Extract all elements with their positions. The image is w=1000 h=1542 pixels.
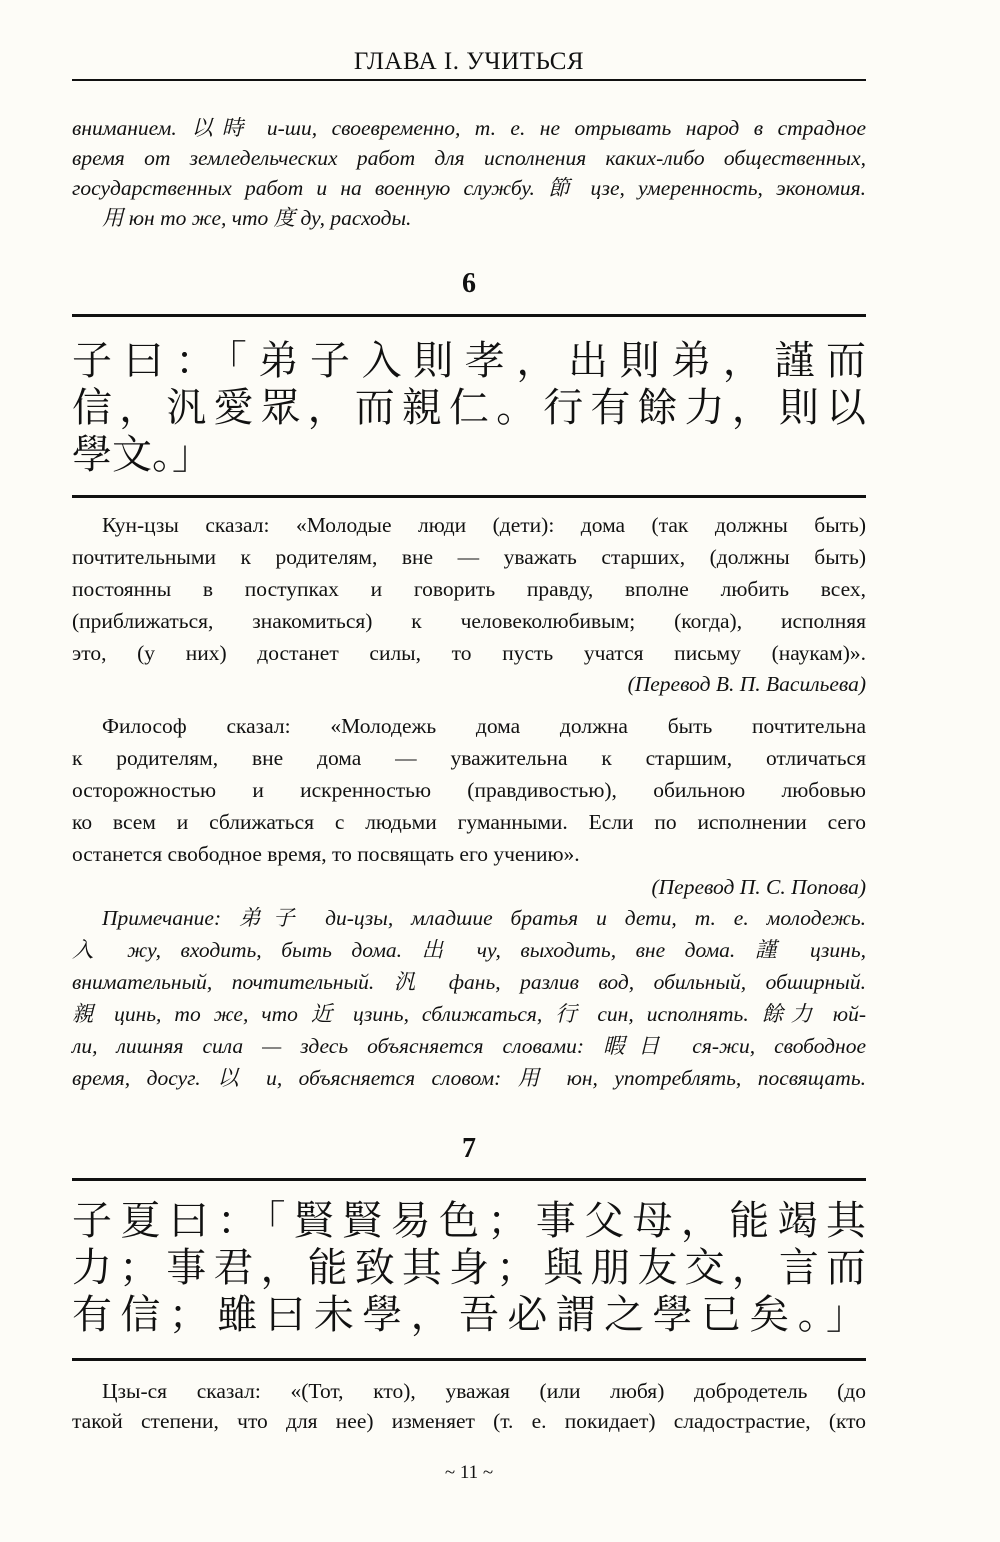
section-rule [72,495,866,498]
top-note [72,113,866,233]
note-line: 入 жу, входить, быть дома. 出 чу, выходить, вне дома. 謹 цзинь, [72,938,866,962]
text-line: Кун-цзы сказал: «Молодые люди (дети): дома (так должны быть) [102,513,866,537]
chinese-line: 子曰：「弟子入則孝，出則弟，謹而 [72,338,866,384]
section-number: 7 [462,1133,476,1164]
note-line: 親 цинь, то же, что 近 цзинь, сближаться, 行 син, исполнять. 餘力 юй- [72,1002,866,1026]
chinese-line: 信，汎愛眾，而親仁。行有餘力，則以 [72,385,866,431]
translation-vasiliev [72,509,866,699]
attribution: (Перевод В. П. Васильева) [627,672,866,696]
text-line: останется свободное время, то посвящать его учению». [72,842,580,866]
note-line: 用 юн то же, что 度 ду, расходы. [102,206,412,230]
note-line: ли, лишняя сила — здесь объясняется словами: 暇日 ся-жи, свободное [72,1034,866,1058]
note-line: Примечание: 弟子 ди-цзы, младшие братья и дети, т. е. молодежь. [102,906,866,930]
section-number: 6 [462,268,476,299]
attribution: (Перевод П. С. Попова) [651,875,866,899]
chinese-line: 力；事君，能致其身；與朋友交，言而 [72,1245,866,1291]
note-line: внимательный, почтительный. 汎 фань, разлив вод, обильный, обширный. [72,970,866,994]
text-line: почтительными к родителям, вне — уважать старших, (должны быть) [72,545,866,569]
text-line: такой степени, что для нее) изменяет (т. е. покидает) сладострастие, (кто [72,1409,866,1433]
text-line: Философ сказал: «Молодежь дома должна быть почтительна [102,714,866,738]
note-line: время от земледельческих работ для исполнения каких-либо общественных, [72,146,866,170]
header-rule [72,79,866,81]
text-line: ко всем и сближаться с людьми гуманными. Если по исполнении сего [72,810,866,834]
chinese-line: 學文。」 [72,432,212,478]
chapter-header: ГЛАВА I. УЧИТЬСЯ [353,48,585,75]
text-line: осторожностью и искренностью (правдивостью), обильною любовью [72,778,866,802]
chinese-text [72,1198,866,1339]
section-rule [72,1178,866,1181]
section-rule [72,314,866,317]
note-line: государственных работ и на военную службу. 節 цзе, умеренность, экономия. [72,176,866,200]
text-line: это, (у них) достанет силы, то пусть учатся письму (наукам)». [72,641,866,665]
note-line: время, досуг. 以 и, объясняется словом: 用 юн, употреблять, посвящать. [72,1066,866,1090]
text-line: Цзы-ся сказал: «(Тот, кто), уважая (или любя) добродетель (до [102,1379,866,1403]
text-line: (приближаться, знакомиться) к человеколюбивым; (когда), исполняя [72,609,866,633]
chinese-line: 有信；雖曰未學，吾必謂之學已矣。」 [72,1292,866,1338]
chinese-text [72,338,866,479]
note-section6 [72,902,866,1094]
section-rule [72,1358,866,1361]
text-line: к родителям, вне дома — уважительна к старшим, отличаться [72,746,866,770]
text-line: постоянны в поступках и говорить правду, вполне любить всех, [72,577,866,601]
translation-popov [72,710,866,902]
page-number: ~ 11 ~ [444,1462,494,1483]
chinese-line: 子夏曰：「賢賢易色；事父母，能竭其 [72,1198,866,1244]
note-line: вниманием. 以時 и-ши, своевременно, т. е. не отрывать народ в страдное [72,116,866,140]
translation-section7 [72,1376,866,1436]
